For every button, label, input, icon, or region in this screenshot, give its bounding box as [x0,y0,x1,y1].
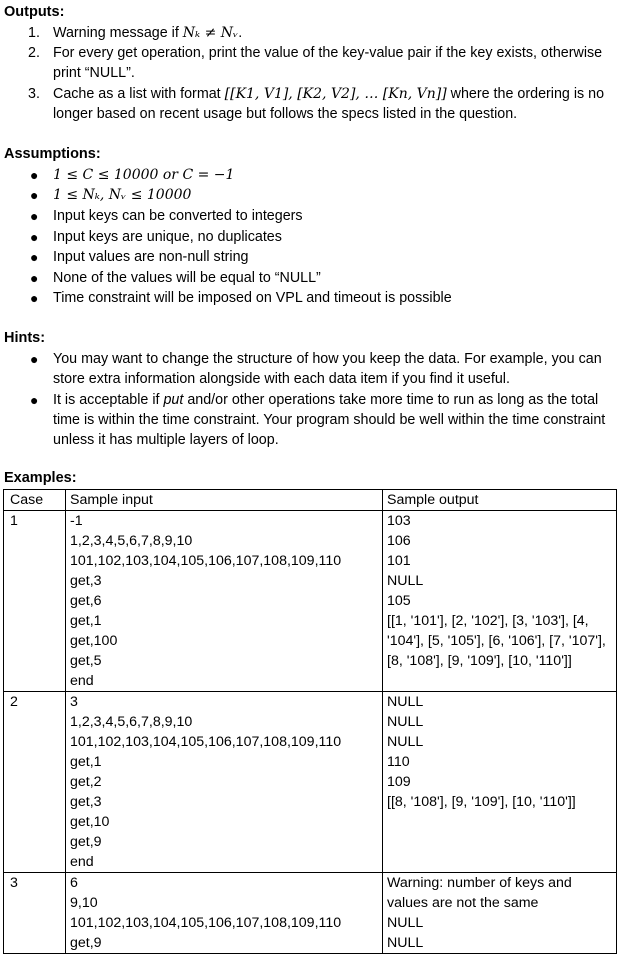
assumption-text: Input keys can be converted to integers [53,208,303,224]
input-line: 101,102,103,104,105,106,107,108,109,110 [70,915,342,931]
assumption-item [30,247,618,267]
sample-output-cell [383,692,617,873]
input-line: 101,102,103,104,105,106,107,108,109,110 [70,734,342,750]
output-line: 109 [387,774,411,790]
sample-output-cell [383,511,617,692]
table-row [4,511,617,692]
output-line: 110 [387,754,410,770]
output-item-1 [28,23,618,43]
math-expression: 1 ≤ C ≤ 10000 or C = −1 [53,167,235,183]
bullet-icon: ● [30,208,39,224]
output-line: NULL [387,573,424,589]
input-line: get,2 [70,774,102,790]
output-line: [[1, '101'], [2, '102'], [3, '103'], [4, '104'], [5, '105'], [6, '106'], [7, '107'], [8, '108'], [9, '109'], [10, '110']] [387,613,606,669]
hint-text: You may want to change the structure of how you keep the data. For example, you can store extra information alongside with each data item if you find it useful. [53,351,602,387]
input-line: get,100 [70,633,118,649]
output-line: NULL [387,714,424,730]
input-line: get,1 [70,613,102,629]
case-number: 1 [4,511,66,692]
assumption-item [30,227,618,247]
output-text: . [238,25,243,41]
hint-item-2 [30,390,618,450]
input-line: get,9 [70,834,102,850]
outputs-heading: Outputs: [4,4,65,20]
input-line: end [70,854,94,870]
bullet-icon: ● [30,270,39,286]
input-line: get,3 [70,573,102,589]
output-line: 101 [387,553,411,569]
input-line: 9,10 [70,895,98,911]
output-line: 105 [387,593,411,609]
sample-input-cell [66,511,383,692]
output-text: For every get operation, print the value of the key-value pair if the key exists, otherwise print “NULL”. [53,45,603,81]
input-line: get,9 [70,935,102,951]
math-expression: 1 ≤ Nₖ, Nᵥ ≤ 10000 [53,187,192,203]
input-line: get,3 [70,794,102,810]
hint-text: It is acceptable if [53,392,164,408]
bullet-icon: ● [30,249,39,265]
output-line: 106 [387,533,411,549]
assumption-item [30,185,618,205]
table-row [4,873,617,954]
bullet-icon: ● [30,351,39,367]
assumption-item [30,268,618,288]
input-line: get,10 [70,814,110,830]
output-text: Cache as a list with format [53,86,225,102]
math-expression: Nₖ ≠ Nᵥ [182,25,239,41]
case-number: 2 [4,692,66,873]
column-header-input: Sample input [66,490,383,511]
assumption-item [30,165,618,185]
input-line: get,1 [70,754,102,770]
output-line: 103 [387,513,411,529]
column-header-case: Case [4,490,66,511]
assumption-text: Input keys are unique, no duplicates [53,229,282,245]
output-text: Warning message if [53,25,183,41]
table-row [4,692,617,873]
assumption-text: None of the values will be equal to “NULL” [53,270,321,286]
hint-item-1 [30,349,618,389]
bullet-icon: ● [30,229,39,245]
assumption-item [30,206,618,226]
output-line: NULL [387,734,424,750]
output-text: where the ordering is no longer based on recent usage but follows the specs listed in the question. [53,86,605,122]
hints-heading: Hints: [4,330,46,346]
list-number: 1. [28,25,40,41]
bullet-icon: ● [30,187,39,203]
input-line: end [70,673,94,689]
examples-heading: Examples: [4,470,77,486]
list-number: 3. [28,86,40,102]
column-header-output: Sample output [383,490,617,511]
assumptions-heading: Assumptions: [4,146,101,162]
output-line: NULL [387,694,424,710]
input-line: 6 [70,875,78,891]
bullet-icon: ● [30,290,39,306]
input-line: 1,2,3,4,5,6,7,8,9,10 [70,533,193,549]
output-line: Warning: number of keys and values are not the same [387,875,572,911]
input-line: -1 [70,513,83,529]
list-number: 2. [28,45,40,61]
case-number: 3 [4,873,66,954]
assumption-item [30,288,618,308]
output-item-2 [28,43,618,83]
hint-emphasis: put [163,392,184,408]
sample-input-cell [66,873,383,954]
sample-input-cell [66,692,383,873]
bullet-icon: ● [30,392,39,408]
assumption-text: Input values are non-null string [53,249,249,265]
assumption-text: Time constraint will be imposed on VPL and timeout is possible [53,290,452,306]
output-line: NULL [387,915,424,931]
output-line: [[8, '108'], [9, '109'], [10, '110']] [387,794,576,810]
sample-output-cell [383,873,617,954]
input-line: 1,2,3,4,5,6,7,8,9,10 [70,714,193,730]
bullet-icon: ● [30,167,39,183]
input-line: get,6 [70,593,102,609]
hint-text: and/or other operations take more time to run as long as the total time is within the time constraint. Your program should be well within the time constraint unless it has multiple layers of loop. [53,392,606,448]
output-item-3 [28,84,618,124]
output-line: NULL [387,935,424,951]
examples-table [3,489,617,954]
input-line: 101,102,103,104,105,106,107,108,109,110 [70,553,342,569]
input-line: get,5 [70,653,102,669]
math-expression: [[K1, V1], [K2, V2], … [Kn, Vn]] [224,86,447,102]
table-header-row [4,490,617,511]
input-line: 3 [70,694,78,710]
